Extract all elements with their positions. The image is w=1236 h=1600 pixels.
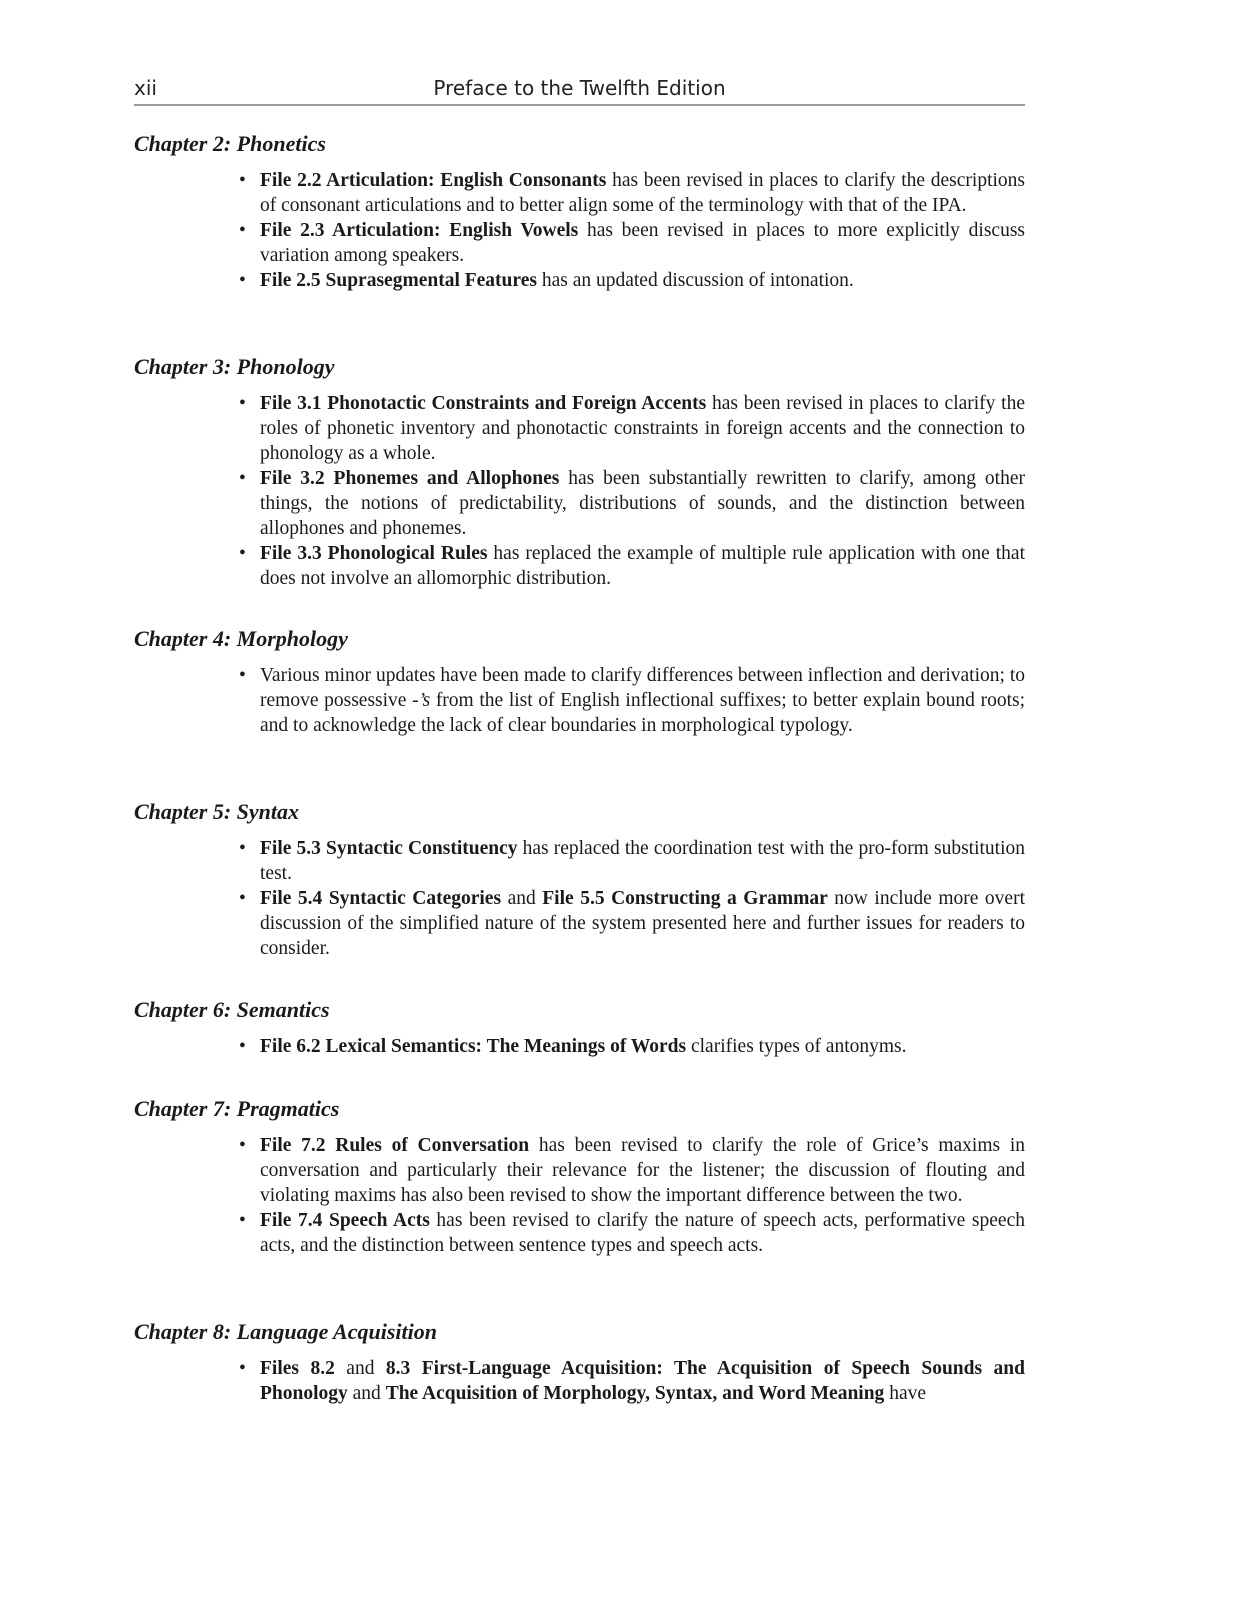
bullet-icon: • [239,220,246,241]
item-text: now include more overt discussion of the simplified nature of the system presented here and further issues for readers to consider. [260,888,1025,959]
chapter-6-file-list [134,1034,1025,1059]
chapter-3-file-list [134,391,1025,591]
list-item [239,541,1026,591]
chapter-4-file-list [134,663,1025,738]
file-title: File 7.4 Speech Acts [260,1210,430,1231]
running-head [134,74,1025,106]
file-title: File 5.3 Syntactic Constituency [260,838,518,859]
item-text: has been revised to clarify the role of Grice’s maxims in conversation and particularly their relevance for the listener; the discussion of flouting and violating maxims has also been revised to show the important difference between the two. [260,1135,1025,1206]
item-text: and [501,888,543,909]
list-item [239,1208,1025,1258]
item-text: ’s [418,690,431,711]
chapter-heading: Chapter 6: Semantics [134,997,330,1022]
bullet-icon: • [239,468,246,489]
file-title: Files 8.2 [260,1358,335,1379]
bullet-icon: • [239,665,246,686]
item-text: has been revised in places to more explicitly discuss variation among speakers. [260,220,1025,266]
file-title: File 6.2 Lexical Semantics: The Meanings of Words [260,1036,687,1057]
chapter-7-section [134,1095,1025,1258]
list-item [239,1133,1025,1208]
list-item [239,268,1025,293]
chapter-heading: Chapter 3: Phonology [134,354,335,379]
file-title: 8.3 First-Language Acquisition: The Acquisition of Speech Sounds and Phonology [260,1358,1025,1404]
item-text: has been revised in places to clarify the descriptions of consonant articulations and to better align some of the terminology with that of the IPA. [260,170,1025,216]
item-text: from the list of English inflectional suffixes; to better explain bound roots; and to acknowledge the lack of clear boundaries in morphological typology. [260,690,1025,736]
chapter-2-section [134,130,1025,293]
list-item [239,836,1025,886]
chapter-heading: Chapter 7: Pragmatics [134,1096,340,1121]
file-title: File 2.5 Suprasegmental Features [260,270,537,291]
file-title: File 3.1 Phonotactic Constraints and Foreign Accents [260,393,707,414]
chapter-8-file-list [134,1356,1025,1406]
bullet-icon: • [239,170,246,191]
chapter-2-file-list [134,168,1025,293]
item-text: Various minor updates have been made to clarify differences between inflection and derivation; to remove possessive - [260,665,1025,711]
bullet-icon: • [239,838,246,859]
list-item [239,886,1025,961]
list-item [239,391,1025,466]
chapter-heading: Chapter 4: Morphology [134,626,348,651]
item-text: have [884,1383,926,1404]
item-text: has been revised in places to clarify the roles of phonetic inventory and phonotactic constraints in foreign accents and the connection to phonology as a whole. [260,393,1025,464]
item-text: has been revised to clarify the nature of speech acts, performative speech acts, and the distinction between sentence types and speech acts. [260,1210,1025,1256]
chapter-6-section [134,996,1025,1059]
chapter-heading: Chapter 8: Language Acquisition [134,1319,437,1344]
list-item [239,218,1025,268]
list-item [239,1034,1025,1059]
running-head-title: Preface to the Twelfth Edition [433,76,726,100]
chapter-5-section [134,798,1025,961]
bullet-icon: • [239,543,246,564]
bullet-icon: • [239,1358,246,1379]
file-title: File 3.2 Phonemes and Allophones [260,468,560,489]
file-title: File 2.2 Articulation: English Consonants [260,170,607,191]
chapter-7-file-list [134,1133,1025,1258]
file-title: File 3.3 Phonological Rules [260,543,488,564]
page-number: xii [134,76,157,100]
chapter-5-file-list [134,836,1025,961]
file-title: File 5.4 Syntactic Categories [260,888,502,909]
item-text: has replaced the example of multiple rule application with one that does not involve an allomorphic distribution. [260,543,1026,589]
bullet-icon: • [239,1135,246,1156]
bullet-icon: • [239,270,246,291]
chapter-4-section [134,625,1025,738]
chapter-heading: Chapter 2: Phonetics [134,131,326,156]
item-text: and [347,1383,386,1404]
file-title: File 7.2 Rules of Conversation [260,1135,530,1156]
chapter-8-section [134,1318,1025,1406]
file-title: File 2.3 Articulation: English Vowels [260,220,579,241]
chapter-3-section [134,353,1025,591]
item-text: and [334,1358,386,1379]
item-text: has an updated discussion of intonation. [536,270,854,291]
item-text: has replaced the coordination test with the pro-form substitution test. [260,838,1025,884]
list-item [239,168,1025,218]
item-text: has been substantially rewritten to clarify, among other things, the notions of predictability, distributions of sounds, and the distinction between allophones and phonemes. [260,468,1025,539]
file-title: The Acquisition of Morphology, Syntax, and Word Meaning [385,1383,885,1404]
list-item [239,663,1025,738]
list-item [239,466,1025,541]
bullet-icon: • [239,888,246,909]
chapter-heading: Chapter 5: Syntax [134,799,300,824]
bullet-icon: • [239,1036,246,1057]
file-title: File 5.5 Constructing a Grammar [542,888,828,909]
bullet-icon: • [239,1210,246,1231]
bullet-icon: • [239,393,246,414]
item-text: clarifies types of antonyms. [686,1036,907,1057]
list-item [239,1356,1025,1406]
